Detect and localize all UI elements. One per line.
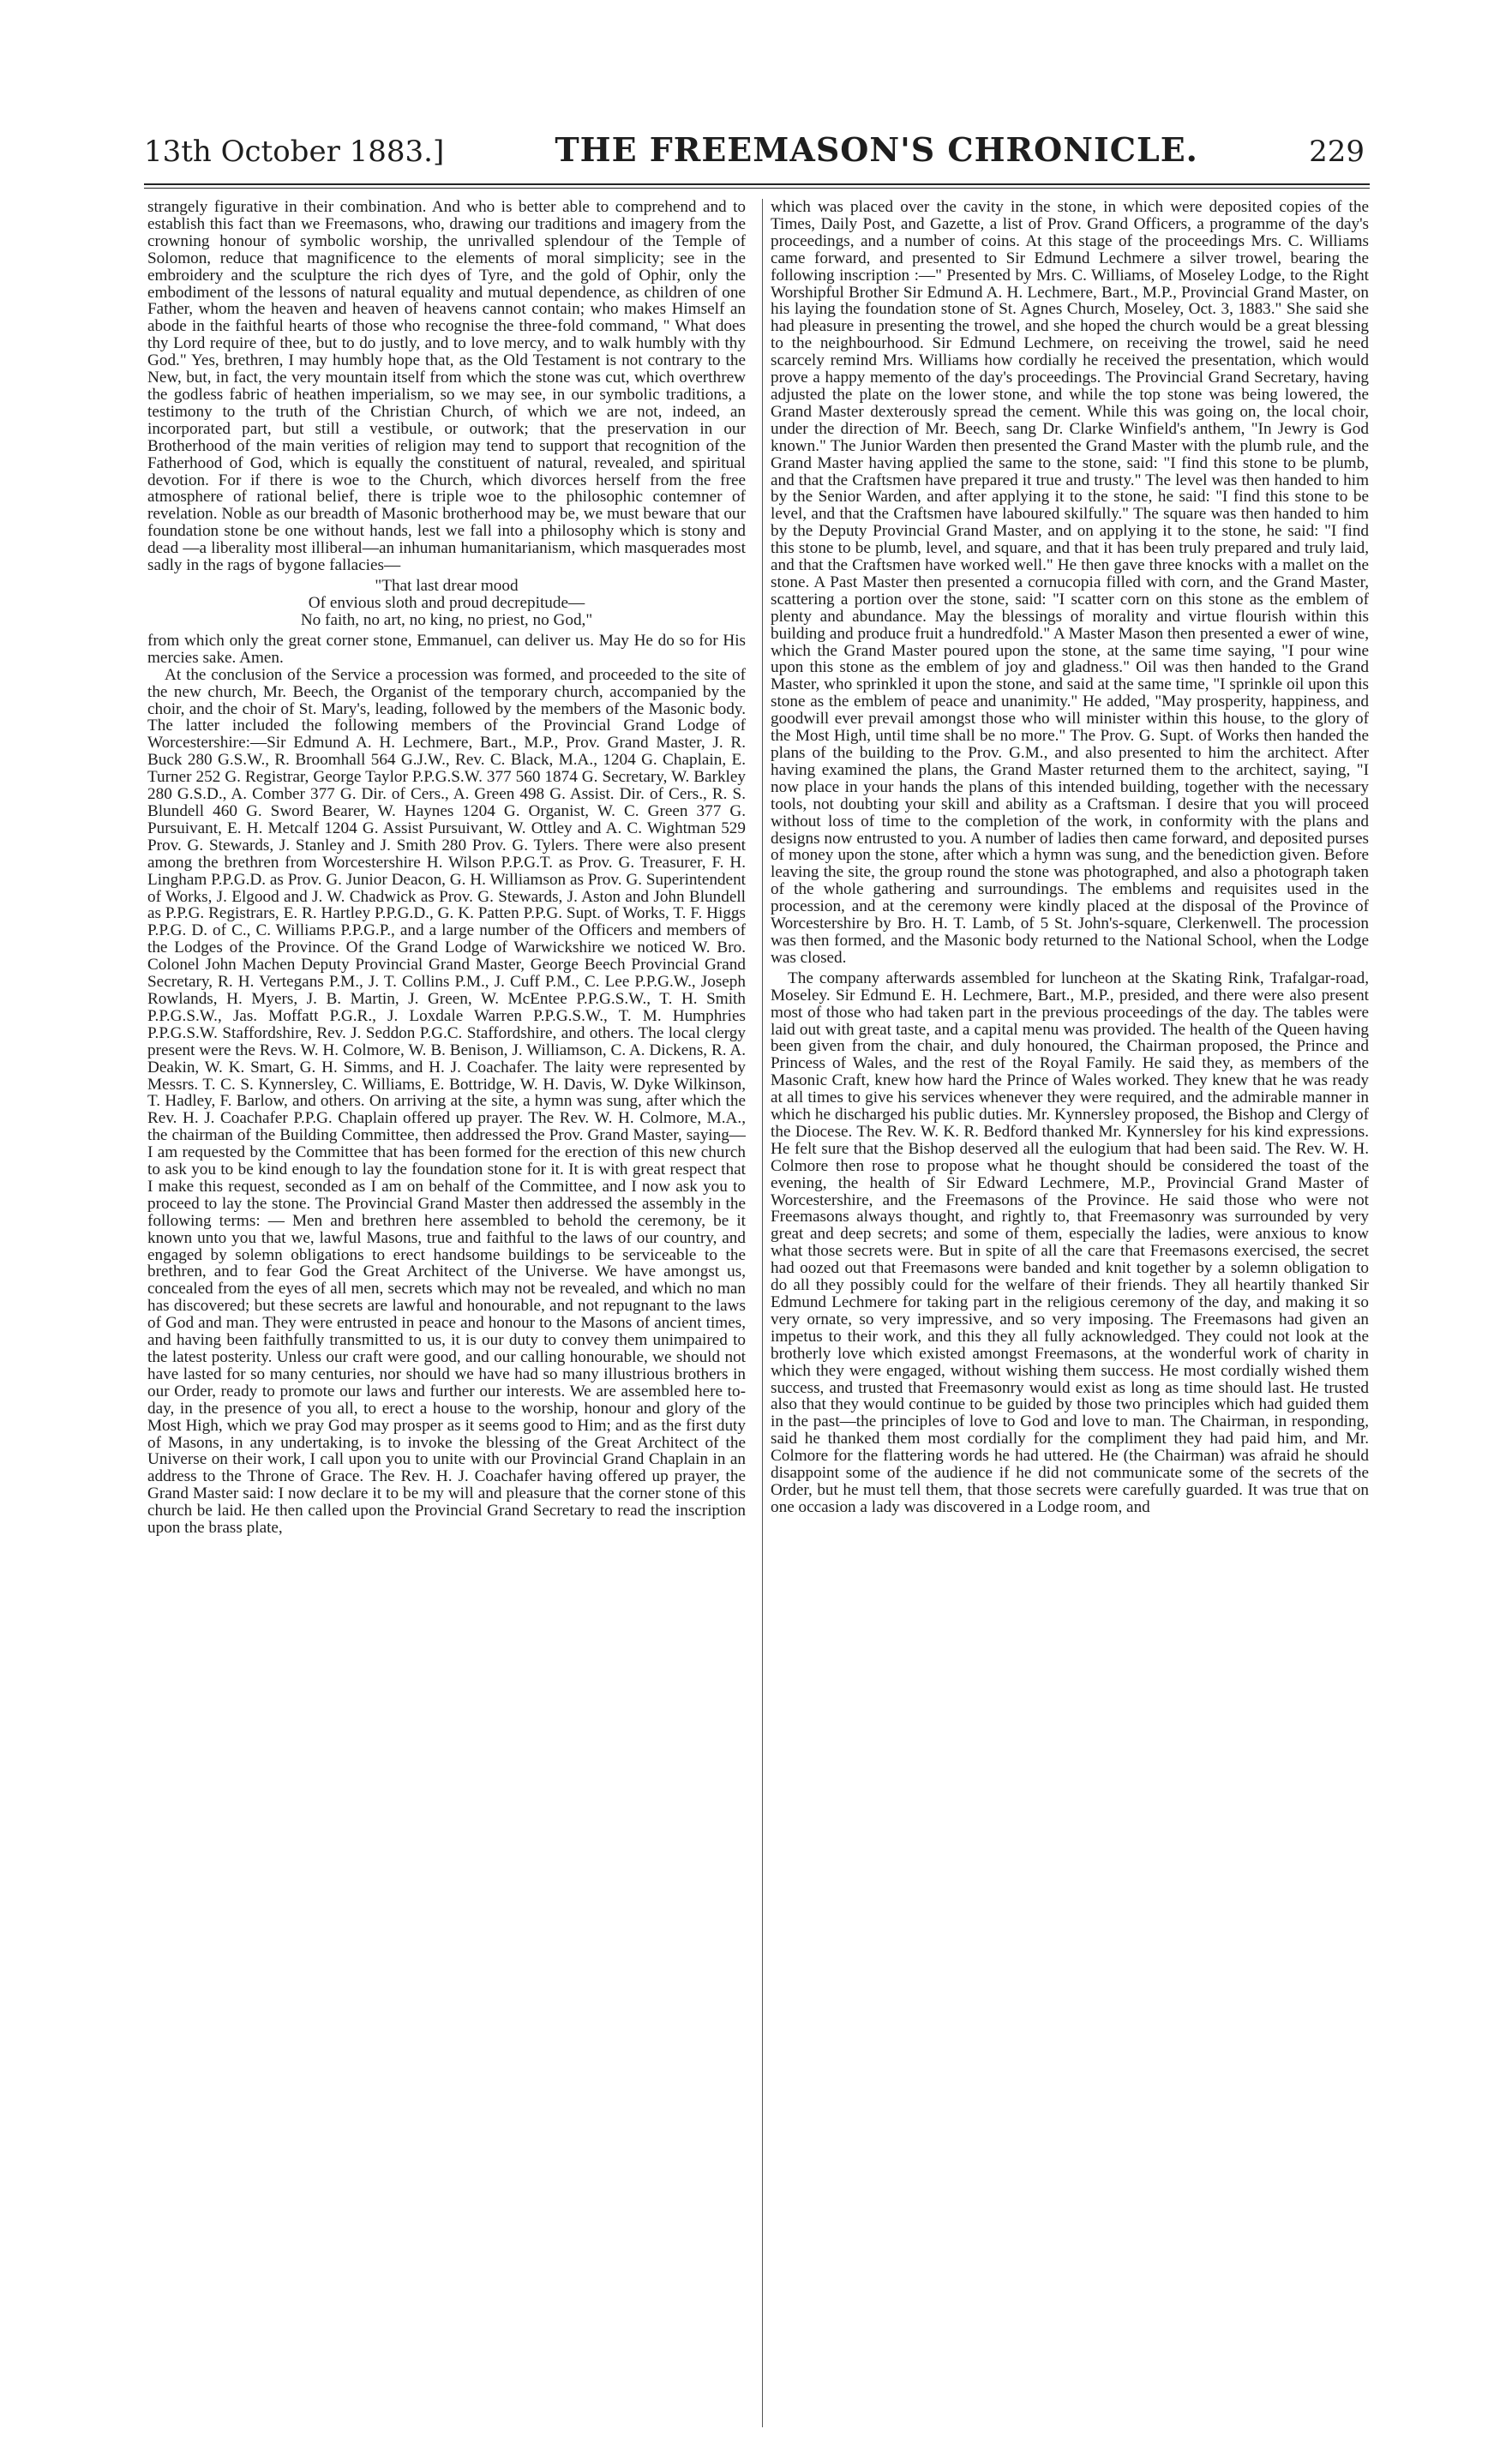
page-number: 229 xyxy=(1309,135,1365,169)
right-column xyxy=(771,199,1369,2427)
left-paragraph-sermon: strangely figurative in their combination. And who is better able to comprehend and to establish this fact than we Freemasons, who, drawing our traditions and imagery from the crowning honour of symbolic worship, the unrivalled splendour of the Temple of Solomon, reduce that magnificence to the elements of moral simplicity; see in the embroidery and the sculpture the rich dyes of Tyre, and the gold of Ophir, only the embodiment of the lessons of natural equality and mutual dependence, as children of one Father, whom the heaven and heaven of heavens cannot contain; who makes Himself an abode in the faithful hearts of those who recognise the three-fold command, " What does thy Lord require of thee, but to do justly, and to love mercy, and to walk humbly with thy God." Yes, brethren, I may humbly hope that, as the Old Testament is not contrary to the New, but, in fact, the very mountain itself from which the stone was cut, which overthrew the godless fabric of heathen imperialism, so we may see, in our symbolic traditions, a testimony to the truth of the Christian Church, of which we are not, indeed, an incorporated part, but still a vestibule, or outwork; that the preservation in our Brotherhood of the main verities of religion may tend to support that recognition of the Fatherhood of God, which is equally the constituent of natural, revealed, and spiritual devotion. For if there is woe to the Church, which divorces herself from the free atmosphere of rational belief, there is triple woe to the philosophic contemner of revelation. Noble as our breadth of Masonic brotherhood may be, we must beware that our foundation stone be one without hands, lest we fall into a philosophy which is stony and dead —a liberality most illiberal—an inhuman humanitarianism, which masquerades most sadly in the rags of bygone fallacies— xyxy=(147,199,746,575)
right-paragraph-ceremony: which was placed over the cavity in the stone, in which were deposited copies of the Times, Daily Post, and Gazette, a list of Prov. Grand Officers, a programme of the day's proceedings, and a number of coins. At this stage of the proceedings Mrs. C. Williams came forward, and presented to Sir Edmund Lechmere a silver trowel, bearing the following inscription :—" Presented by Mrs. C. Williams, of Moseley Lodge, to the Right Worshipful Brother Sir Edmund A. H. Lechmere, Bart., M.P., Provincial Grand Master, on his laying the foundation stone of St. Agnes Church, Moseley, Oct. 3, 1883." She said she had pleasure in presenting the trowel, and she hoped the church would be a great blessing to the neighbourhood. Sir Edmund Lechmere, on receiving the trowel, said he need scarcely remind Mrs. Williams how cordially he received the presentation, which would prove a happy memento of the day's proceedings. The Provincial Grand Secretary, having adjusted the plate on the lower stone, and while the top stone was being lowered, the Grand Master dexterously spread the cement. While this was going on, the local choir, under the direction of Mr. Beech, sang Dr. Clarke Winfield's anthem, "In Jewry is God known." The Junior Warden then presented the Grand Master with the plumb rule, and the Grand Master having applied the same to the stone, said: "I find this stone to be plumb, and that the Craftsmen have prepared it true and trusty." The level was then handed to him by the Senior Warden, and after applying it to the stone, he said: "I find this stone to be level, and that the Craftsmen have laboured skilfully." The square was then handed to him by the Deputy Provincial Grand Master, and on applying it to the stone, he said: "I find this stone to be plumb, level, and square, and that it has been truly prepared and truly laid, and that the Craftsmen have worked well." He then gave three knocks with a mallet on the stone. A Past Master then presented a cornucopia filled with corn, and the Grand Master, scattering a portion over the stone, said: "I scatter corn on this stone as the emblem of plenty and abundance. May the blessings of morality and virtue flourish within this building and produce fruit a hundredfold." A Master Mason then presented a ewer of wine, which the Grand Master poured upon the stone, at the same time saying, "I pour wine upon this stone as the emblem of joy and gladness." Oil was then handed to the Grand Master, who sprinkled it upon the stone, and said at the same time, "I sprinkle oil upon this stone as the emblem of peace and unanimity." He added, "May prosperity, happiness, and goodwill ever prevail amongst those who will minister within this house, to the glory of the Most High, until time shall be no more." The Prov. G. Supt. of Works then handed the plans of the building to the Prov. G.M., and also presented to him the architect. After having examined the plans, the Grand Master returned them to the architect, saying, "I now place in your hands the plans of this intended building, together with the necessary tools, not doubting your skill and ability as a Craftsman. I desire that you will proceed without loss of time to the completion of the work, in conformity with the plans and designs now entrusted to you. A number of ladies then came forward, and deposited purses of money upon the stone, after which a hymn was sung, and the benediction given. Before leaving the site, the group round the stone was photographed, and also a photograph taken of the whole gathering and surroundings. The emblems and requisites used in the procession, and at the ceremony were kindly placed at the disposal of the Province of Worcestershire by Bro. H. T. Lamb, of 5 St. John's-square, Clerkenwell. The procession was then formed, and the Masonic body returned to the National School, when the Lodge was closed. xyxy=(771,199,1369,967)
masthead xyxy=(144,130,1365,178)
header-rule-thick xyxy=(144,183,1370,185)
header-rule-thin xyxy=(144,188,1370,189)
publication-title: THE FREEMASON'S CHRONICLE. xyxy=(555,130,1198,169)
column-divider xyxy=(762,199,763,2427)
verse-line: Of envious sloth and proud decrepitude— xyxy=(308,593,585,612)
right-paragraph-luncheon: The company afterwards assembled for luncheon at the Skating Rink, Trafalgar-road, Moseley. Sir Edmund E. H. Lechmere, Bart., M.P., presided, and there were also present most of those who had taken part in the previous proceedings of the day. The tables were laid out with great taste, and a capital menu was provided. The health of the Queen having been given from the chair, and duly honoured, the Chairman proposed, the Prince and Princess of Wales, and the rest of the Royal Family. He said they, as members of the Masonic Craft, knew how hard the Prince of Wales worked. They knew that he was ready at all times to give his services whenever they were required, and the admirable manner in which he discharged his public duties. Mr. Kynnersley proposed, the Bishop and Clergy of the Diocese. The Rev. W. K. R. Bedford thanked Mr. Kynnersley for his kind expressions. He felt sure that the Bishop deserved all the eulogium that had been said. The Rev. W. H. Colmore then rose to propose what he thought should be considered the toast of the evening, the health of Sir Edward Lechmere, M.P., Provincial Grand Master of Worcestershire, and the Freemasons of the Province. He said those who were not Freemasons always thought, and rightly to, that Freemasonry was surrounded by very great and deep secrets; and some of them, especially the ladies, were anxious to know what those secrets were. But in spite of all the care that Freemasons exercised, the secret had oozed out that Freemasons were banded and knit together by a solemn obligation to do all they possibly could for the welfare of their friends. They all heartily thanked Sir Edmund Lechmere for taking part in the religious ceremony of the day, and making it so very ornate, so very impressive, and so very imposing. The Freemasons had given an impetus to their work, and this they all fully acknowledged. They could not look at the brotherly love which existed amongst Freemasons, at the wonderful work of charity in which they were engaged, without wishing them success. He most cordially wished them success, and trusted that Freemasonry would exist as long as time should last. He trusted also that they would continue to be guided by those two principles which had guided them in the past—the principles of love to God and love to man. The Chairman, in responding, said he thanked them most cordially for the compliment they had paid him, and Mr. Colmore for the flattering words he had uttered. He (the Chairman) was afraid he should disappoint some of the audience if he did not communicate some of the secrets of the Order, but he must tell them, that those secrets were carefully guarded. It was true that on one occasion a lady was discovered in a Lodge room, and xyxy=(771,969,1369,1516)
verse-line: No faith, no art, no king, no priest, no God," xyxy=(300,610,593,629)
quoted-verse xyxy=(147,578,746,629)
verse-line: "That last drear mood xyxy=(375,576,519,595)
issue-date: 13th October 1883.] xyxy=(144,135,445,169)
left-paragraph-benediction: from which only the great corner stone, Emmanuel, can deliver us. May He do so for His mercies sake. Amen. xyxy=(147,631,746,667)
left-column xyxy=(147,199,746,2427)
left-paragraph-procession: At the conclusion of the Service a procession was formed, and proceeded to the site of the new church, Mr. Beech, the Organist of the temporary church, accompanied by the choir, and the choir of St. Mary's, leading, followed by the members of the Masonic body. The latter included the following members of the Provincial Grand Lodge of Worcestershire:—Sir Edmund A. H. Lechmere, Bart., M.P., Prov. Grand Master, J. R. Buck 280 G.S.W., R. Broomhall 564 G.J.W., Rev. C. Black, M.A., 1204 G. Chaplain, E. Turner 252 G. Registrar, George Taylor P.P.G.S.W. 377 560 1874 G. Secretary, W. Barkley 280 G.S.D., A. Comber 377 G. Dir. of Cers., A. Green 498 G. Assist. Dir. of Cers., R. S. Blundell 460 G. Sword Bearer, W. Haynes 1204 G. Organist, W. C. Green 377 G. Pursuivant, E. H. Metcalf 1204 G. Assist Pursuivant, W. Ottley and A. C. Wightman 529 Prov. G. Stewards, J. Stanley and J. Smith 280 Prov. G. Tylers. There were also present among the brethren from Worcestershire H. Wilson P.P.G.T. as Prov. G. Treasurer, F. H. Lingham P.P.G.D. as Prov. G. Junior Deacon, G. H. Williamson as Prov. G. Superintendent of Works, J. Elgood and J. W. Chadwick as Prov. G. Stewards, J. Aston and John Blundell as P.P.G. Registrars, E. R. Hartley P.P.G.D., G. K. Patten P.P.G. Supt. of Works, T. F. Higgs P.P.G. D. of C., C. Williams P.P.G.P., and a large number of the Officers and members of the Lodges of the Province. Of the Grand Lodge of Warwickshire we noticed W. Bro. Colonel John Machen Deputy Provincial Grand Master, George Beech Provincial Grand Secretary, R. H. Vertegans P.M., J. T. Collins P.M., J. Cuff P.M., C. Lee P.P.G.W., Joseph Rowlands, H. Myers, J. B. Martin, J. Green, W. McEntee P.P.G.S.W., T. H. Smith P.P.G.S.W., Jas. Moffatt P.G.R., J. Loxdale Warren P.P.G.S.W., T. M. Humphries P.P.G.S.W. Staffordshire, Rev. J. Seddon P.G.C. Staffordshire, and others. The local clergy present were the Revs. W. H. Colmore, W. B. Benison, J. Williamson, C. A. Dickens, R. A. Deakin, W. K. Smart, G. H. Simms, and H. J. Coachafer. The laity were represented by Messrs. T. C. S. Kynnersley, C. Williams, E. Bottridge, W. H. Davis, W. Dyke Wilkinson, T. Hadley, F. Barlow, and others. On arriving at the site, a hymn was sung, after which the Rev. H. J. Coachafer P.P.G. Chaplain offered up prayer. The Rev. W. H. Colmore, M.A., the chairman of the Building Committee, then addressed the Prov. Grand Master, saying—I am requested by the Committee that has been formed for the erection of this new church to ask you to be kind enough to lay the foundation stone for it. It is with great respect that I make this request, seconded as I am on behalf of the Committee, and I now ask you to proceed to lay the stone. The Provincial Grand Master then addressed the assembly in the following terms: — Men and brethren here assembled to behold the ceremony, be it known unto you that we, lawful Masons, true and faithful to the laws of our country, and engaged by solemn obligations to erect handsome buildings to be serviceable to the brethren, and to fear God the Great Architect of the Universe. We have amongst us, concealed from the eyes of all men, secrets which may not be revealed, and which no man has discovered; but these secrets are lawful and honourable, and not repugnant to the laws of God and man. They were entrusted in peace and honour to the Masons of ancient times, and having been faithfully transmitted to us, it is our duty to convey them unimpaired to the latest posterity. Unless our craft were good, and our calling honourable, we should not have lasted for so many centuries, nor should we have had so many illustrious brothers in our Order, ready to promote our laws and further our interests. We are assembled here to-day, in the presence of you all, to erect a house to the worship, honour and glory of the Most High, which we pray God may prosper as it seems good to Him; and as the first duty of Masons, in any undertaking, is to invoke the blessing of the Great Architect of the Universe on their work, I call upon you to unite with our Provincial Grand Chaplain in an address to the Throne of Grace. The Rev. H. J. Coachafer having offered up prayer, the Grand Master said: I now declare it to be my will and pleasure that the corner stone of this church be laid. He then called upon the Provincial Grand Secretary to read the inscription upon the brass plate, xyxy=(147,665,746,1538)
